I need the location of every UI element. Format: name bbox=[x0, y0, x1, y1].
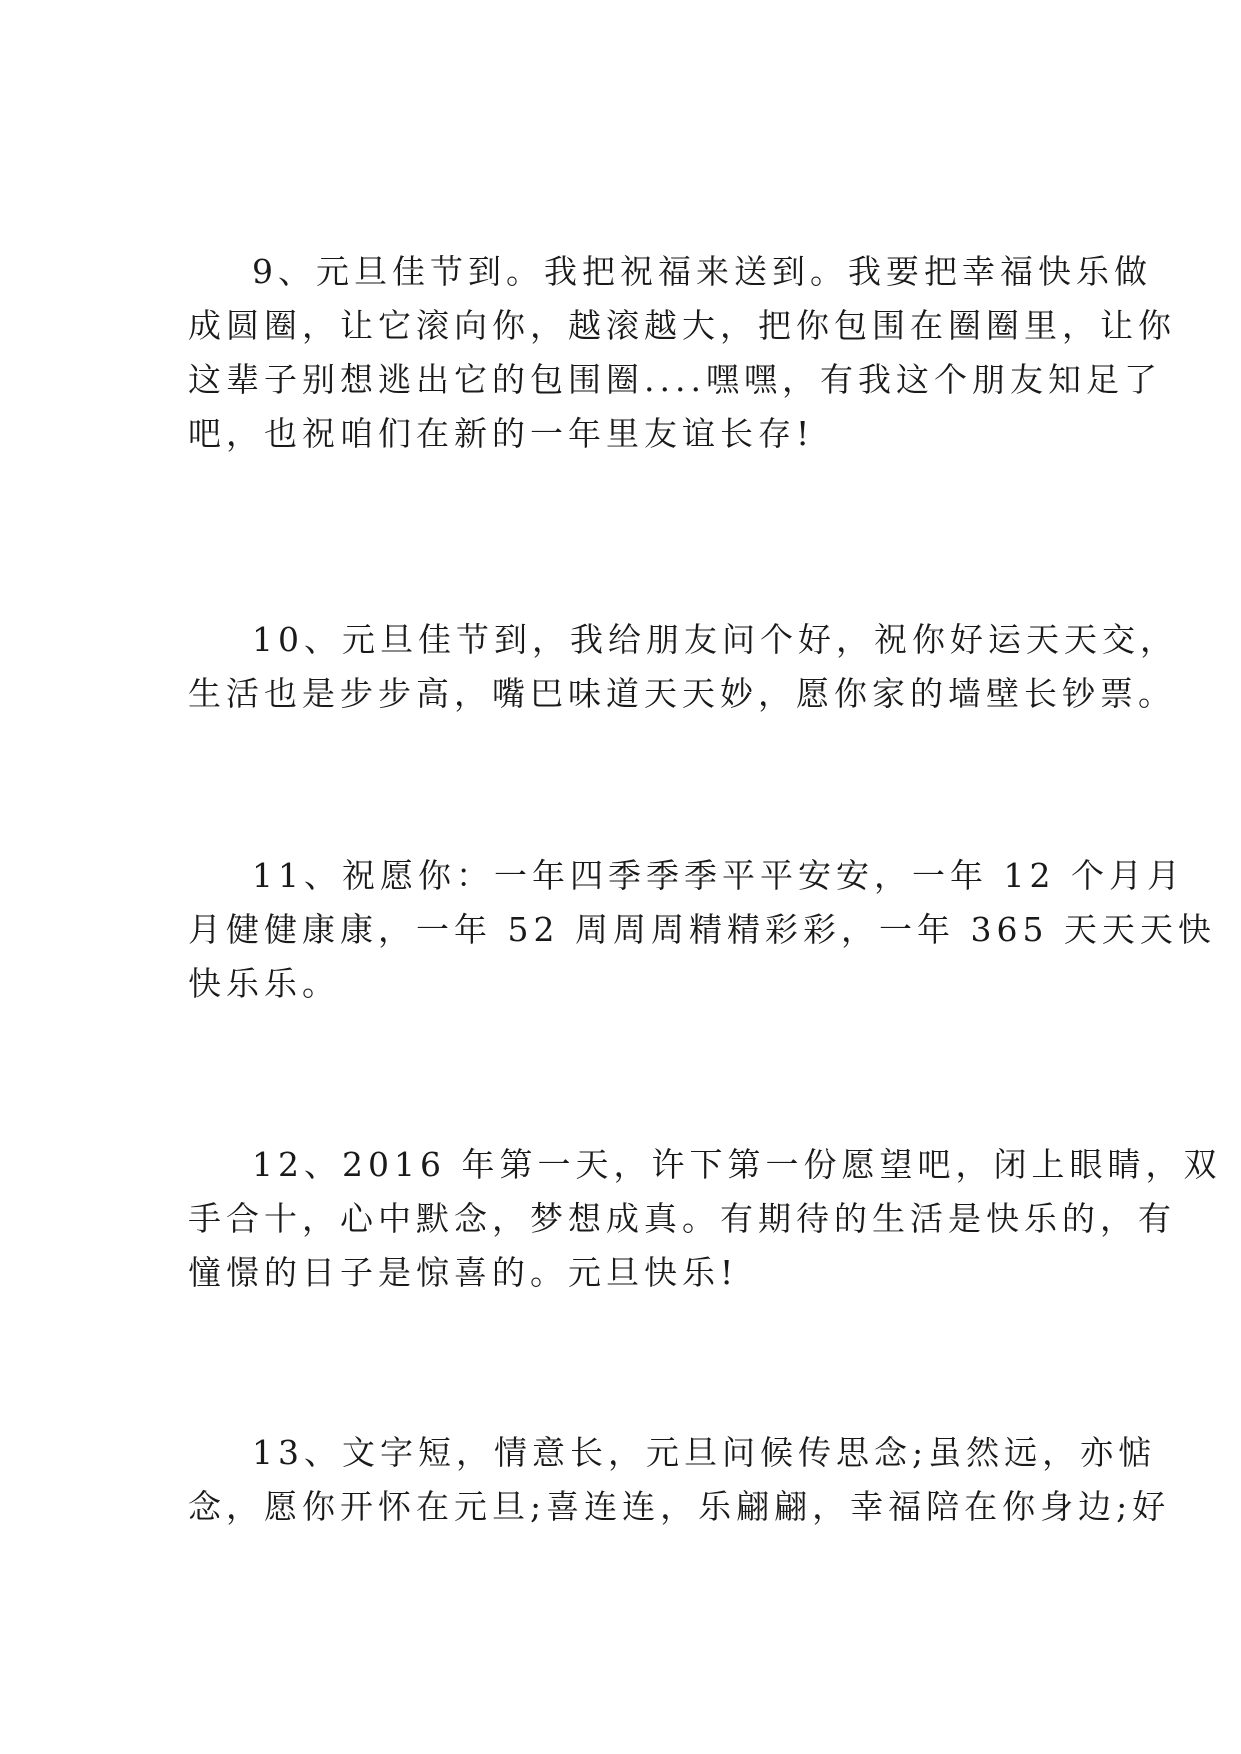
paragraph-line: 手合十，心中默念，梦想成真。有期待的生活是快乐的，有 bbox=[188, 1199, 1176, 1238]
paragraph-line: 快乐乐。 bbox=[188, 964, 340, 1003]
paragraph-line: 9、元旦佳节到。我把祝福来送到。我要把幸福快乐做 bbox=[252, 252, 1152, 291]
paragraph-line: 这辈子别想逃出它的包围圈....嘿嘿，有我这个朋友知足了 bbox=[188, 360, 1162, 399]
paragraph-line: 11、祝愿你：一年四季季季平平安安，一年 12 个月月 bbox=[252, 856, 1185, 895]
paragraph-line: 憧憬的日子是惊喜的。元旦快乐! bbox=[188, 1253, 739, 1292]
paragraph-line: 念，愿你开怀在元旦;喜连连，乐翩翩，幸福陪在你身边;好 bbox=[188, 1487, 1171, 1526]
paragraph-line: 12、2016 年第一天，许下第一份愿望吧，闭上眼睛，双 bbox=[252, 1145, 1222, 1184]
paragraph-line: 13、文字短，情意长，元旦问候传思念;虽然远，亦惦 bbox=[252, 1433, 1157, 1472]
paragraph-line: 吧，也祝咱们在新的一年里友谊长存! bbox=[188, 414, 815, 453]
paragraph-line: 10、元旦佳节到，我给朋友问个好，祝你好运天天交， bbox=[252, 620, 1178, 659]
paragraph-line: 生活也是步步高，嘴巴味道天天妙，愿你家的墙壁长钞票。 bbox=[188, 674, 1176, 713]
paragraph-line: 月健健康康，一年 52 周周周精精彩彩，一年 365 天天天快 bbox=[188, 910, 1216, 949]
paragraph-line: 成圆圈，让它滚向你，越滚越大，把你包围在圈圈里，让你 bbox=[188, 306, 1176, 345]
